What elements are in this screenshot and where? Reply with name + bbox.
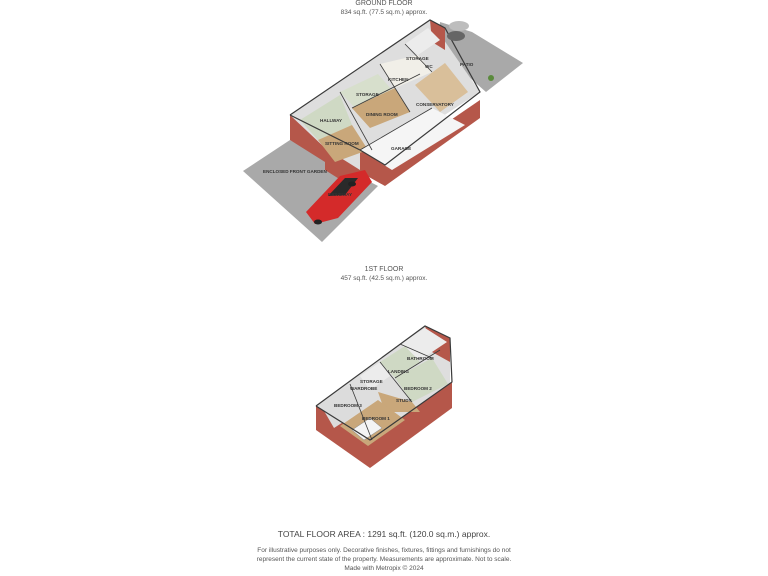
patio-plant [488,75,494,81]
ground-floor-area: 834 sq.ft. (77.5 sq.m.) approx. [340,9,428,16]
label-storage-ff: STORAGE [360,379,383,384]
first-floor-title: 1ST FLOOR [364,266,404,273]
label-bathroom: BATHROOM [407,356,434,361]
label-patio: PATIO [460,62,474,67]
label-kitchen: KITCHEN [388,77,409,82]
patio-table [447,31,465,41]
label-conservatory: CONSERVATORY [416,102,454,107]
label-driveway: DRIVEWAY [328,192,353,197]
label-storage-top: STORAGE [406,56,429,61]
first-floor-area: 457 sq.ft. (42.5 sq.m.) approx. [340,275,428,282]
label-study: STUDY [396,398,412,403]
patio-parasol [449,21,469,31]
label-storage: STORAGE [356,92,379,97]
label-bedroom-3: BEDROOM 3 [334,403,362,408]
label-front-garden: ENCLOSED FRONT GARDEN [263,169,327,174]
label-hallway: HALLWAY [320,118,343,123]
label-dining-room: DINING ROOM [366,112,398,117]
disclaimer-line-1: For illustrative purposes only. Decorative finishes, fixtures, fittings and furnishings do not [257,547,511,554]
ground-floor-title: GROUND FLOOR [355,0,413,7]
total-floor-area: TOTAL FLOOR AREA : 1291 sq.ft. (120.0 sq.m.) approx. [277,529,491,539]
label-wardrobe: WARDROBE [350,386,378,391]
label-sitting-room: SITTING ROOM [325,141,359,146]
label-landing: LANDING [388,369,409,374]
label-bedroom-1: BEDROOM 1 [362,416,390,421]
label-wc: WC [425,64,433,69]
label-bedroom-2: BEDROOM 2 [404,386,432,391]
disclaimer-line-2: represent the current state of the property. Measurements are approximate. Not to scale. [256,556,512,563]
label-garage: GARAGE [391,146,412,151]
disclaimer-line-3: Made with Metropix © 2024 [344,565,424,572]
